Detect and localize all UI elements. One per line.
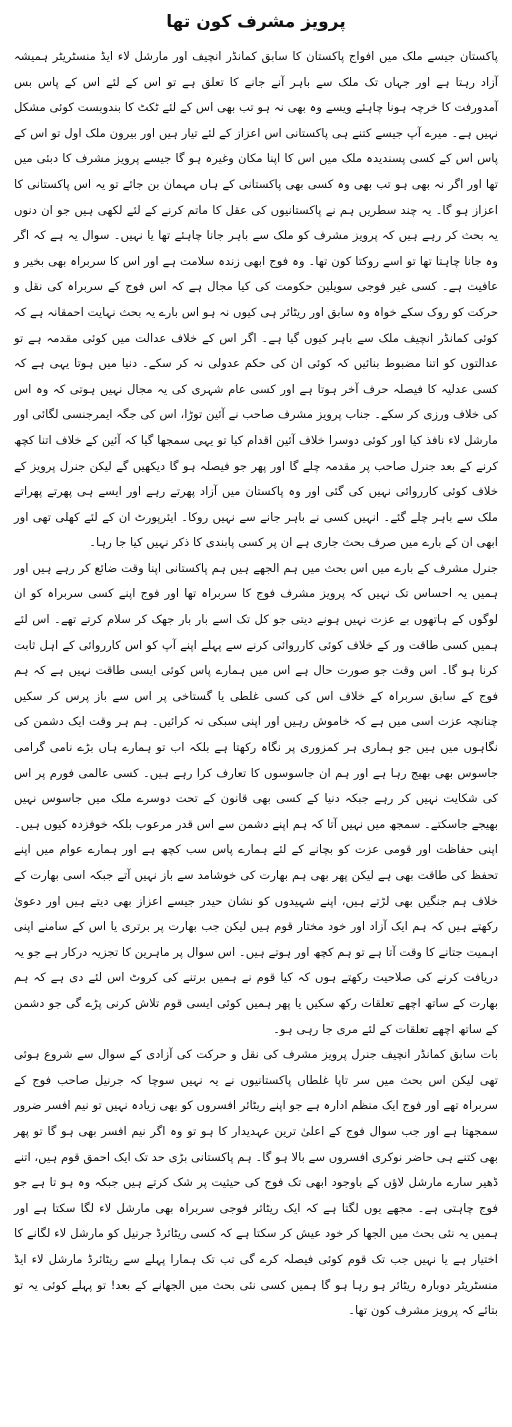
paragraph-3: بات سابق کمانڈر انچیف جنرل پرویز مشرف کی نقل و حرکت کی آزادی کے سوال سے شروع ہوئی تھی لیکن اس بحث میں سر تاپا غلطاں پاکستانیوں نے یہ نہیں سوچا کہ جرنیل صاحب فوج کے سربراہ تھے اور فوج ایک منظم ادارہ ہے جو اپنے ریٹائر افسروں کو بھی زیادہ نہیں تو نیم افسر ضرور سمجھتا ہے اور جب سوال فوج کے اعلیٰ ترین عہدیدار کا ہو تو وہ اگر نیم افسر بھی ہو گا تو پھر بھی کتنے ہی حاضر نوکری افسروں سے بالا ہو گا۔ ہم پاکستانی بڑی حد تک ایک احمق قوم ہیں، اتنے ڈھیر سارے مارشل لاؤں کے باوجود ابھی تک فوج کی حیثیت پر شک کرتے ہیں جبکہ وہ ہو تا ہے جو فوج چاہتی ہے۔ مجھے یوں لگتا ہے کہ ایک ریٹائر فوجی سربراہ بھی مارشل لاء لگا سکتا ہے اور ہمیں یہ نئی بحث میں الجھا کر خود عیش کر سکتا ہے کہ کسی ریٹائرڈ جرنیل کو مارشل لاء لگانے کا اختیار ہے یا نہیں جب تک قوم کوئی فیصلہ کرے گی تب تک ہمارا پہلے سے ریٹائرڈ مارشل لاء ایڈ منسٹریٹر دوبارہ ریٹائر ہو رہا ہو گا ہمیں کسی نئی بحث میں الجھانے کے بعد! تو پہلے کوئی یہ تو بتائے کہ پرویز مشرف کون تھا۔ [14,1047,498,1318]
paragraph-2: جنرل مشرف کے بارے میں اس بحث میں ہم الجھے ہیں ہم پاکستانی اپنا وقت ضائع کر رہے ہیں اور ہمیں یہ احساس تک نہیں کہ پرویز مشرف فوج کا سربراہ تھا اور فوج اپنے کسی سربراہ کو ان لوگوں کے ہاتھوں بے عزت نہیں ہونے دیتی جو کل تک اسے بار بار جھک کر سلام کرتے تھے۔ اس لئے ہمیں کسی طاقت ور کے خلاف کوئی کارروائی کرنے سے پہلے اپنے آپ کو اس کارروائی کے اہل ثابت کرنا ہو گا۔ اس وقت جو صورت حال ہے اس میں ہمارے پاس کوئی ایسی طاقت نہیں ہے کہ ہم فوج کے سابق سربراہ کے خلاف اس کی کسی غلطی یا گستاخی پر اس سے باز پرس کر سکیں چنانچہ عزت اسی میں ہے کہ خاموش رہیں اور اپنی سبکی نہ کرائیں۔ ہم ہر وقت ایک دشمن کی نگاہوں میں ہیں جو ہماری ہر کمزوری پر نگاہ رکھتا ہے بلکہ اب تو ہمارے ہاں بڑے نامی گرامی جاسوس بھی بھیج رہا ہے اور ہم ان جاسوسوں کا تعارف کرا رہے ہیں۔ کسی عالمی فورم پر اس کی شکایت نہیں کر رہے جبکہ دنیا کے کسی بھی قانون کے تحت دوسرے ملک میں جاسوس نہیں بھیجے جاسکتے۔ سمجھ میں نہیں آتا کہ ہم اپنے دشمن سے اس قدر مرعوب بلکہ خوفزدہ کیوں ہیں۔ اپنی حفاظت اور قومی عزت کو بچانے کے لئے ہمارے پاس سب کچھ ہے اور ہمارے عوام میں اپنے تحفظ کی طاقت بھی ہے لیکن پھر بھی ہم بھارت کی خوشامد سے باز نہیں آتے جبکہ اسی بھارت کے خلاف ہم جنگیں بھی لڑتے ہیں، اپنے شہیدوں کو نشان حیدر جیسے اعزاز بھی دیتے ہیں اور دعویٰ رکھتے ہیں کہ ہم ایک آزاد اور خود مختار قوم ہیں لیکن جب بھارت پر برتری یا اس کے سامنے اپنی اہمیت جتانے کا وقت آتا ہے تو ہم کچھ اور ہوتے ہیں۔ اس سوال پر ماہرین کا تجزیہ درکار ہے جو یہ دریافت کرنے کی صلاحیت رکھتے ہوں کہ کیا قوم نے ہمیں برتنے کی کروٹ اس لئے دی ہے کہ ہم بھارت کے ساتھ اچھے تعلقات رکھ سکیں یا پھر ہمیں کوئی ایسی قوم تلاش کرنی پڑے گی جو دشمن کے ساتھ اچھے تعلقات کے لئے مری جا رہی ہو۔ [14,560,498,1036]
column-headline: پرویز مشرف کون تھا [166,12,346,32]
paragraph-1: پاکستان جیسے ملک میں افواج پاکستان کا سابق کمانڈر انچیف اور مارشل لاء ایڈ منسٹریٹر ہمیشہ آزاد رہتا ہے اور جہاں تک ملک سے باہر آنے جانے کا تعلق ہے تو اس کے لئے اس کے پاس بس آمدورفت کا خرچہ ہونا چاہئے ویسے وہ بھی نہ ہو تب بھی اس کے لئے ٹکٹ کا بندوبست کوئی مشکل نہیں ہے۔ میرے آپ جیسے کتنے ہی پاکستانی اس اعزاز کے لئے تیار ہیں اور بیرون ملک اول تو اس کے پاس اس کے کسی پسندیدہ ملک میں اس کا اپنا مکان وغیرہ ہو گا جیسے پرویز مشرف کا دبئی میں تھا اور اگر نہ بھی ہو تب بھی وہ کسی بھی پاکستانی کے ہاں مہمان بن جائے تو یہ اس پاکستانی کا اعزاز ہو گا۔ یہ چند سطریں ہم نے پاکستانیوں کی عقل کا ماتم کرنے کے لئے لکھی ہیں جو ان دنوں یہ بحث کر رہے ہیں کہ پرویز مشرف کو ملک سے باہر جانا چاہئے تھا یا نہیں۔ سوال یہ ہے کہ اگر وہ جانا چاہتا تھا تو اسے روکتا کون تھا۔ وہ فوج ابھی زندہ سلامت ہے اور اس کا سربراہ بھی بخیر و عافیت ہے۔ کسی غیر فوجی سویلین حکومت کی کیا مجال ہے کہ اس فوج کے سربراہ کی نقل و حرکت کو روک سکے خواہ وہ سابق اور ریٹائر ہی کیوں نہ ہو اس بارے یہ بحث نہایت احمقانہ ہے کہ کوئی کمانڈر انچیف ملک سے باہر کیوں گیا ہے۔ اگر اس کے خلاف عدالت میں کوئی مقدمہ ہے تو عدالتوں کو اتنا مضبوط بنائیں کہ کوئی ان کی حکم عدولی نہ کر سکے۔ دنیا میں ہوتا یہی ہے کہ کسی عدلیہ کا فیصلہ حرف آخر ہوتا ہے اور کسی عام شہری کی یہ مجال نہیں ہوتی کہ وہ اس کی خلاف ورزی کر سکے۔ جناب پرویز مشرف صاحب نے آئین توڑا، اس کی جگہ ایمرجنسی لگائی اور مارشل لاء نافذ کیا اور کوئی دوسرا خلاف آئین اقدام کیا تو یہی سمجھا گیا کہ آئین کے خلاف اتنا کچھ کرنے کے بعد جنرل صاحب پر مقدمہ چلے گا اور پھر جو فیصلہ ہو گا دیکھیں گے لیکن جنرل پرویز کے خلاف کوئی کارروائی نہیں کی گئی اور وہ پاکستان میں آزاد پھرتے رہے اور ایسے ہی پھرتے پھراتے ملک سے باہر چلے گئے۔ انہیں کسی نے باہر جانے سے نہیں روکا۔ ایئرپورٹ ان کے لئے کھلی تھی اور ابھی ان کے بارے میں صرف بحث جاری ہے ان پر کسی پابندی کا ذکر نہیں کیا جا رہا۔ [14,49,498,550]
column-body [14,44,498,1324]
